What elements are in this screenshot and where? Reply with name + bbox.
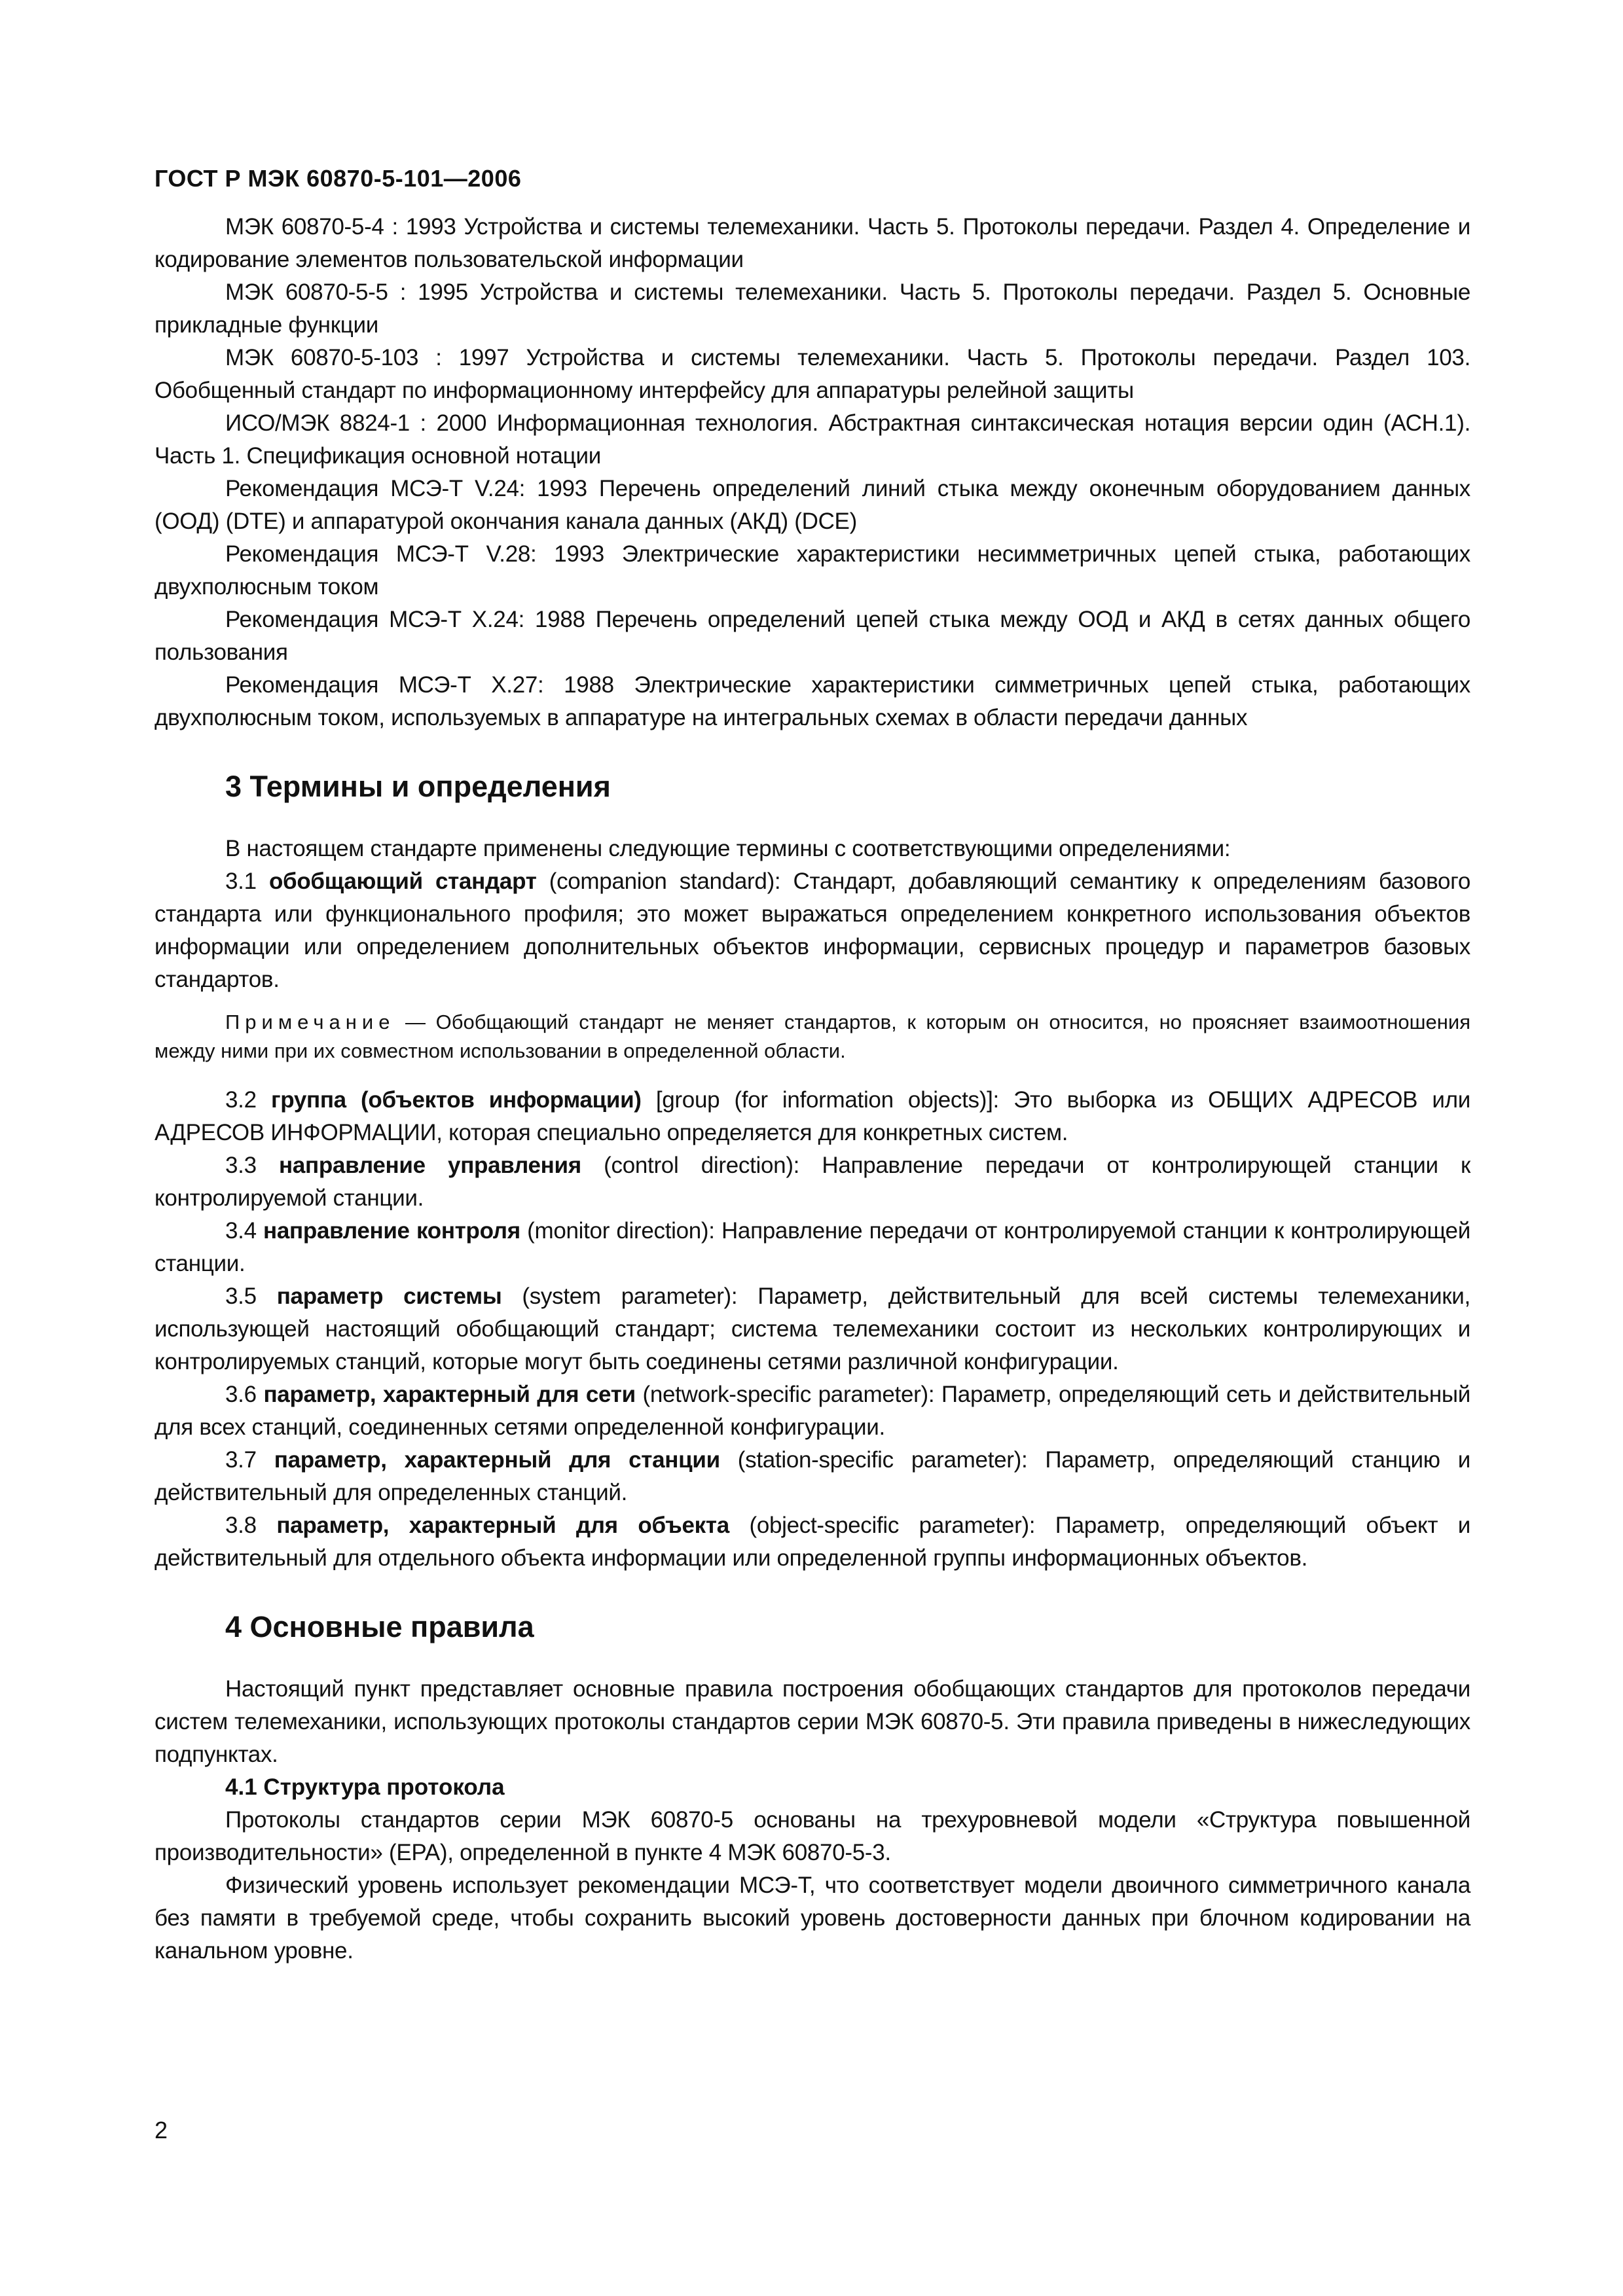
term-3-8 (155, 1509, 1470, 1575)
term-definition: (monitor direction): Направление передачи от контролируемой станции к контролирующей станции. (155, 1218, 1470, 1276)
term-definition: (companion standard): Стандарт, добавляющий семантику к определениям базового стандарта или функционального профиля; это может выражаться определением конкретного использования объектов информации или определением дополнительных объектов информации, сервисных процедур и параметров базовых стандартов. (155, 869, 1471, 992)
section-4-title: 4 Основные правила (225, 1610, 534, 1643)
term-name: параметр, характерный для сети (263, 1382, 636, 1407)
term-name: обобщающий стандарт (268, 869, 537, 894)
subsection-4-1-title: 4.1 Структура протокола (225, 1774, 505, 1800)
paragraph: Протоколы стандартов серии МЭК 60870-5 основаны на трехуровневой модели «Структура повышенной производительности» (EPA), определенной в пункте 4 МЭК 60870-5-3. (155, 1807, 1470, 1865)
term-name: параметр, характерный для объекта (276, 1513, 729, 1538)
term-definition: (object-specific parameter): Параметр, определяющий объект и действительный для отдельного объекта информации или определенной группы информационных объектов. (155, 1513, 1470, 1571)
reference-item: МЭК 60870-5-5 : 1995 Устройства и системы телемеханики. Часть 5. Протоколы передачи. Раздел 5. Основные прикладные функции (155, 279, 1470, 338)
term-number: 3.8 (225, 1513, 277, 1538)
term-definition: [group (for information objects)]: Это выборка из ОБЩИХ АДРЕСОВ или АДРЕСОВ ИНФОРМАЦИИ, которая специально определяется для конкретных систем. (155, 1087, 1470, 1145)
term-number: 3.2 (225, 1087, 271, 1113)
term-number: 3.4 (225, 1218, 264, 1244)
term-definition: (system parameter): Параметр, действительный для всей системы телемеханики, использующей настоящий обобщающий стандарт; система телемеханики состоит из нескольких контролирующих и контролируемых станций, которые могут быть соединены сетями различной конфигурации. (155, 1283, 1470, 1374)
term-3-3 (155, 1149, 1470, 1215)
reference-item: МЭК 60870-5-103 : 1997 Устройства и системы телемеханики. Часть 5. Протоколы передачи. Раздел 103. Обобщенный стандарт по информационному интерфейсу для аппаратуры релейной защиты (155, 345, 1470, 403)
note-label: Примечание (225, 1011, 395, 1033)
term-number: 3.7 (225, 1447, 274, 1473)
term-3-2 (155, 1084, 1470, 1149)
reference-item: Рекомендация МСЭ-Т X.24: 1988 Перечень определений цепей стыка между ООД и АКД в сетях данных общего пользования (155, 607, 1470, 665)
page-number: 2 (155, 2117, 168, 2144)
references-list (155, 211, 1470, 734)
term-definition: (network-specific parameter): Параметр, определяющий сеть и действительный для всех станций, соединенных сетями определенной конфигурации. (155, 1382, 1470, 1440)
term-number: 3.5 (225, 1283, 277, 1309)
term-3-4 (155, 1215, 1470, 1280)
reference-item: Рекомендация МСЭ-Т X.27: 1988 Электрические характеристики симметричных цепей стыка, работающих двухполюсным током, используемых в аппаратуре на интегральных схемах в области передачи данных (155, 672, 1470, 730)
term-name: направление управления (279, 1153, 581, 1178)
term-name: группа (объектов информации) (270, 1087, 642, 1113)
reference-item: Рекомендация МСЭ-Т V.28: 1993 Электрические характеристики несимметричных цепей стыка, работающих двухполюсным током (155, 541, 1470, 600)
reference-item: Рекомендация МСЭ-Т V.24: 1993 Перечень определений линий стыка между оконечным оборудованием данных (ООД) (DTE) и аппаратурой окончания канала данных (АКД) (DCE) (155, 476, 1470, 534)
term-3-7 (155, 1444, 1470, 1509)
term-name: параметр системы (276, 1283, 502, 1309)
section-3-title: 3 Термины и определения (225, 770, 611, 803)
document-header: ГОСТ Р МЭК 60870-5-101—2006 (155, 165, 522, 192)
section-3-intro: В настоящем стандарте применены следующие термины с соответствующими определениями: (225, 836, 1231, 861)
term-3-6 (155, 1378, 1470, 1444)
note (155, 1008, 1470, 1066)
term-number: 3.1 (225, 869, 269, 894)
paragraph: Физический уровень использует рекомендации МСЭ-Т, что соответствует модели двоичного симметричного канала без памяти в требуемой среде, чтобы сохранить высокий уровень достоверности данных при блочном кодировании на канальном уровне. (155, 1873, 1470, 1964)
term-3-1 (155, 865, 1470, 996)
term-definition: (station-specific parameter): Параметр, определяющий станцию и действительный для определенных станций. (155, 1447, 1470, 1505)
section-4-intro: Настоящий пункт представляет основные правила построения обобщающих стандартов для протоколов передачи систем телемеханики, использующих протоколы стандартов серии МЭК 60870-5. Эти правила приведены в нижеследующих подпунктах. (155, 1676, 1470, 1767)
note-text: — Обобщающий стандарт не меняет стандартов, к которым он относится, но проясняет взаимоотношения между ними при их совместном использовании в определенной области. (155, 1011, 1470, 1062)
document-page (155, 164, 1470, 2258)
term-name: направление контроля (263, 1218, 520, 1244)
term-number: 3.3 (225, 1153, 280, 1178)
reference-item: МЭК 60870-5-4 : 1993 Устройства и системы телемеханики. Часть 5. Протоколы передачи. Раздел 4. Определение и кодирование элементов пользовательской информации (155, 214, 1470, 272)
reference-item: ИСО/МЭК 8824-1 : 2000 Информационная технология. Абстрактная синтаксическая нотация версии один (АСН.1). Часть 1. Спецификация основной нотации (155, 410, 1470, 469)
term-name: параметр, характерный для станции (274, 1447, 720, 1473)
term-3-5 (155, 1280, 1470, 1378)
term-number: 3.6 (225, 1382, 264, 1407)
term-definition: (control direction): Направление передачи от контролирующей станции к контролируемой станции. (155, 1153, 1471, 1211)
